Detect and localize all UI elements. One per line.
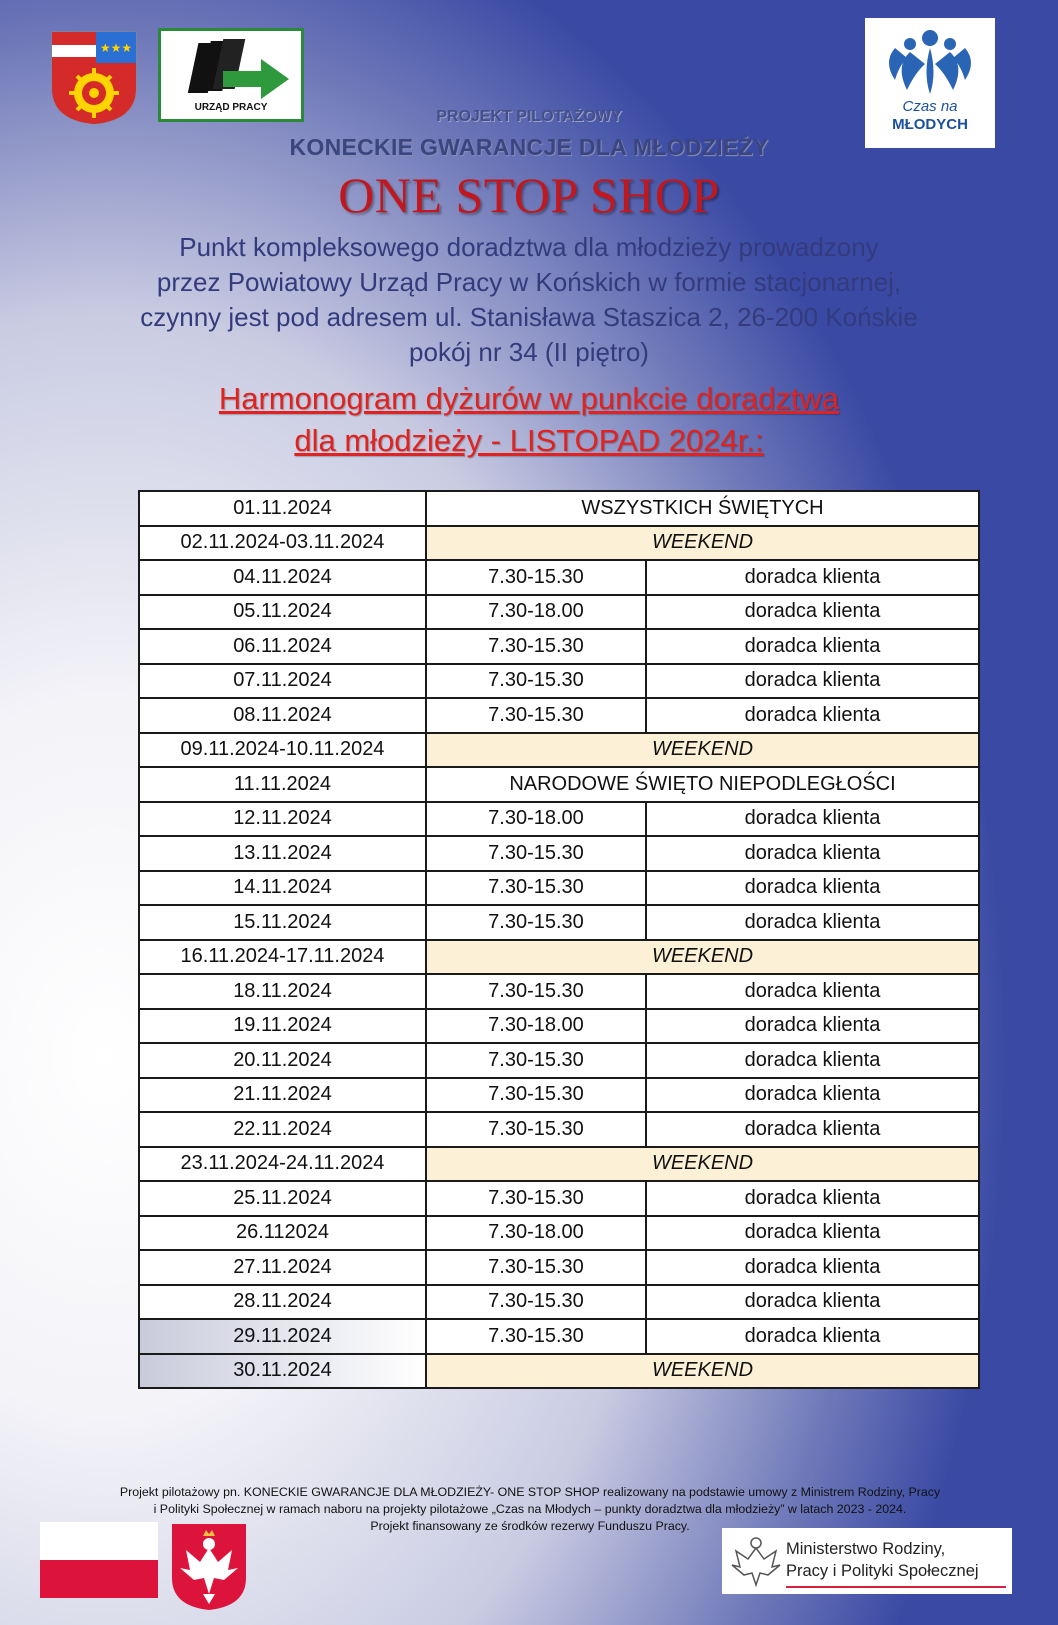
schedule-row [139,871,979,906]
schedule-date-cell: 29.11.2024 [139,1319,426,1354]
funding-note-line-3: Projekt finansowany ze środków rezerwy Funduszu Pracy. [370,1519,690,1533]
schedule-row [139,1319,979,1354]
schedule-hours-cell: 7.30-15.30 [426,560,646,595]
schedule-hours-cell: 7.30-18.00 [426,1009,646,1044]
schedule-date-cell: 18.11.2024 [139,974,426,1009]
schedule-hours-cell: 7.30-15.30 [426,871,646,906]
schedule-row [139,974,979,1009]
schedule-row [139,1354,979,1389]
schedule-role-cell: doradca klienta [646,802,979,837]
ministry-name-line-2: Pracy i Polityki Społecznej [786,1562,979,1580]
schedule-hours-cell: 7.30-15.30 [426,698,646,733]
czas-na-mlodych-logo [865,18,995,148]
schedule-row [139,802,979,837]
polish-flag [40,1522,158,1598]
schedule-role-cell: doradca klienta [646,871,979,906]
schedule-row [139,1285,979,1320]
schedule-row [139,767,979,802]
schedule-table-body [139,491,979,1388]
schedule-date-cell: 01.11.2024 [139,491,426,526]
schedule-hours-cell: 7.30-15.30 [426,1285,646,1320]
schedule-date-cell: 27.11.2024 [139,1250,426,1285]
schedule-date-cell: 19.11.2024 [139,1009,426,1044]
ministry-name [786,1538,979,1582]
schedule-row [139,629,979,664]
schedule-hours-cell: 7.30-15.30 [426,1250,646,1285]
schedule-hours-cell: 7.30-15.30 [426,1181,646,1216]
schedule-row [139,560,979,595]
schedule-date-cell: 25.11.2024 [139,1181,426,1216]
schedule-table [138,490,980,1389]
schedule-holiday-cell: WSZYSTKICH ŚWIĘTYCH [426,491,979,526]
schedule-row [139,1112,979,1147]
schedule-date-cell: 15.11.2024 [139,905,426,940]
schedule-date-cell: 16.11.2024-17.11.2024 [139,940,426,975]
schedule-heading-line-1: Harmonogram dyżurów w punkcie doradztwa [218,381,840,416]
schedule-row [139,1043,979,1078]
schedule-role-cell: doradca klienta [646,1009,979,1044]
schedule-date-cell: 28.11.2024 [139,1285,426,1320]
schedule-hours-cell: 7.30-18.00 [426,595,646,630]
schedule-date-cell: 09.11.2024-10.11.2024 [139,733,426,768]
schedule-hours-cell: 7.30-15.30 [426,664,646,699]
schedule-hours-cell: 7.30-18.00 [426,1216,646,1251]
schedule-role-cell: doradca klienta [646,629,979,664]
schedule-date-cell: 04.11.2024 [139,560,426,595]
schedule-date-cell: 12.11.2024 [139,802,426,837]
schedule-role-cell: doradca klienta [646,698,979,733]
schedule-role-cell: doradca klienta [646,1285,979,1320]
ministry-logo [722,1528,1012,1594]
polish-emblem-icon [170,1522,248,1612]
schedule-row [139,595,979,630]
schedule-role-cell: doradca klienta [646,1112,979,1147]
schedule-date-cell: 06.11.2024 [139,629,426,664]
schedule-weekend-cell: WEEKEND [426,526,979,561]
schedule-heading [0,378,1058,462]
description-line-4: pokój nr 34 (II piętro) [409,337,649,367]
schedule-hours-cell: 7.30-15.30 [426,629,646,664]
schedule-hours-cell: 7.30-15.30 [426,1112,646,1147]
schedule-heading-line-2: dla młodzieży - LISTOPAD 2024r.: [294,423,764,458]
funding-note-line-1: Projekt pilotażowy pn. KONECKIE GWARANCJE DLA MŁODZIEŻY- ONE STOP SHOP realizowany na podstawie umowy z Ministrem Rodziny, Pracy [119,1485,941,1499]
schedule-row [139,526,979,561]
schedule-weekend-cell: WEEKEND [426,940,979,975]
schedule-role-cell: doradca klienta [646,1216,979,1251]
schedule-date-cell: 21.11.2024 [139,1078,426,1113]
schedule-date-cell: 11.11.2024 [139,767,426,802]
schedule-date-cell: 30.11.2024 [139,1354,426,1389]
one-stop-shop-title: ONE STOP SHOP [338,167,720,223]
schedule-row [139,1250,979,1285]
urzad-pracy-label: URZĄD PRACY [194,102,268,113]
funding-note-line-2: i Polityki Społecznej w ramach naboru na projekty pilotażowe „Czas na Młodych – punkty doradztwa dla młodzieży” w latach 2023 - 2024. [153,1502,907,1516]
schedule-weekend-cell: WEEKEND [426,1147,979,1182]
schedule-role-cell: doradca klienta [646,905,979,940]
czas-logo-line1: Czas na [902,98,958,115]
schedule-role-cell: doradca klienta [646,1250,979,1285]
schedule-weekend-cell: WEEKEND [426,1354,979,1389]
schedule-row [139,698,979,733]
schedule-date-cell: 02.11.2024-03.11.2024 [139,526,426,561]
schedule-date-cell: 07.11.2024 [139,664,426,699]
schedule-role-cell: doradca klienta [646,1319,979,1354]
schedule-weekend-cell: WEEKEND [426,733,979,768]
schedule-role-cell: doradca klienta [646,1043,979,1078]
schedule-role-cell: doradca klienta [646,595,979,630]
schedule-row [139,733,979,768]
ministry-red-line [786,1586,1006,1588]
schedule-hours-cell: 7.30-15.30 [426,836,646,871]
schedule-hours-cell: 7.30-15.30 [426,905,646,940]
schedule-date-cell: 14.11.2024 [139,871,426,906]
description-block [0,230,1058,370]
schedule-hours-cell: 7.30-18.00 [426,802,646,837]
schedule-row [139,491,979,526]
project-title: KONECKIE GWARANCJE DLA MŁODZIEŻY [289,134,769,160]
schedule-role-cell: doradca klienta [646,664,979,699]
schedule-date-cell: 05.11.2024 [139,595,426,630]
project-label: PROJEKT PILOTAŻOWY [436,108,622,125]
schedule-hours-cell: 7.30-15.30 [426,974,646,1009]
schedule-date-cell: 08.11.2024 [139,698,426,733]
schedule-hours-cell: 7.30-15.30 [426,1043,646,1078]
schedule-row [139,1009,979,1044]
schedule-date-cell: 22.11.2024 [139,1112,426,1147]
ministry-name-line-1: Ministerstwo Rodziny, [786,1540,946,1558]
schedule-hours-cell: 7.30-15.30 [426,1078,646,1113]
description-line-1: Punkt kompleksowego doradztwa dla młodzieży prowadzony [179,232,879,262]
schedule-row [139,1078,979,1113]
schedule-row [139,1181,979,1216]
schedule-role-cell: doradca klienta [646,1078,979,1113]
czas-logo-line2: MŁODYCH [892,116,968,133]
schedule-row [139,940,979,975]
schedule-row [139,1216,979,1251]
schedule-hours-cell: 7.30-15.30 [426,1319,646,1354]
schedule-role-cell: doradca klienta [646,1181,979,1216]
description-line-2: przez Powiatowy Urząd Pracy w Końskich w formie stacjonarnej, [156,267,902,297]
schedule-date-cell: 20.11.2024 [139,1043,426,1078]
description-line-3: czynny jest pod adresem ul. Stanisława Staszica 2, 26-200 Końskie [140,302,918,332]
schedule-holiday-cell: NARODOWE ŚWIĘTO NIEPODLEGŁOŚCI [426,767,979,802]
schedule-row [139,905,979,940]
schedule-date-cell: 13.11.2024 [139,836,426,871]
schedule-row [139,1147,979,1182]
schedule-role-cell: doradca klienta [646,836,979,871]
svg-text:★★★: ★★★ [99,41,133,55]
schedule-row [139,836,979,871]
schedule-date-cell: 23.11.2024-24.11.2024 [139,1147,426,1182]
schedule-date-cell: 26.112024 [139,1216,426,1251]
schedule-role-cell: doradca klienta [646,560,979,595]
schedule-role-cell: doradca klienta [646,974,979,1009]
schedule-row [139,664,979,699]
